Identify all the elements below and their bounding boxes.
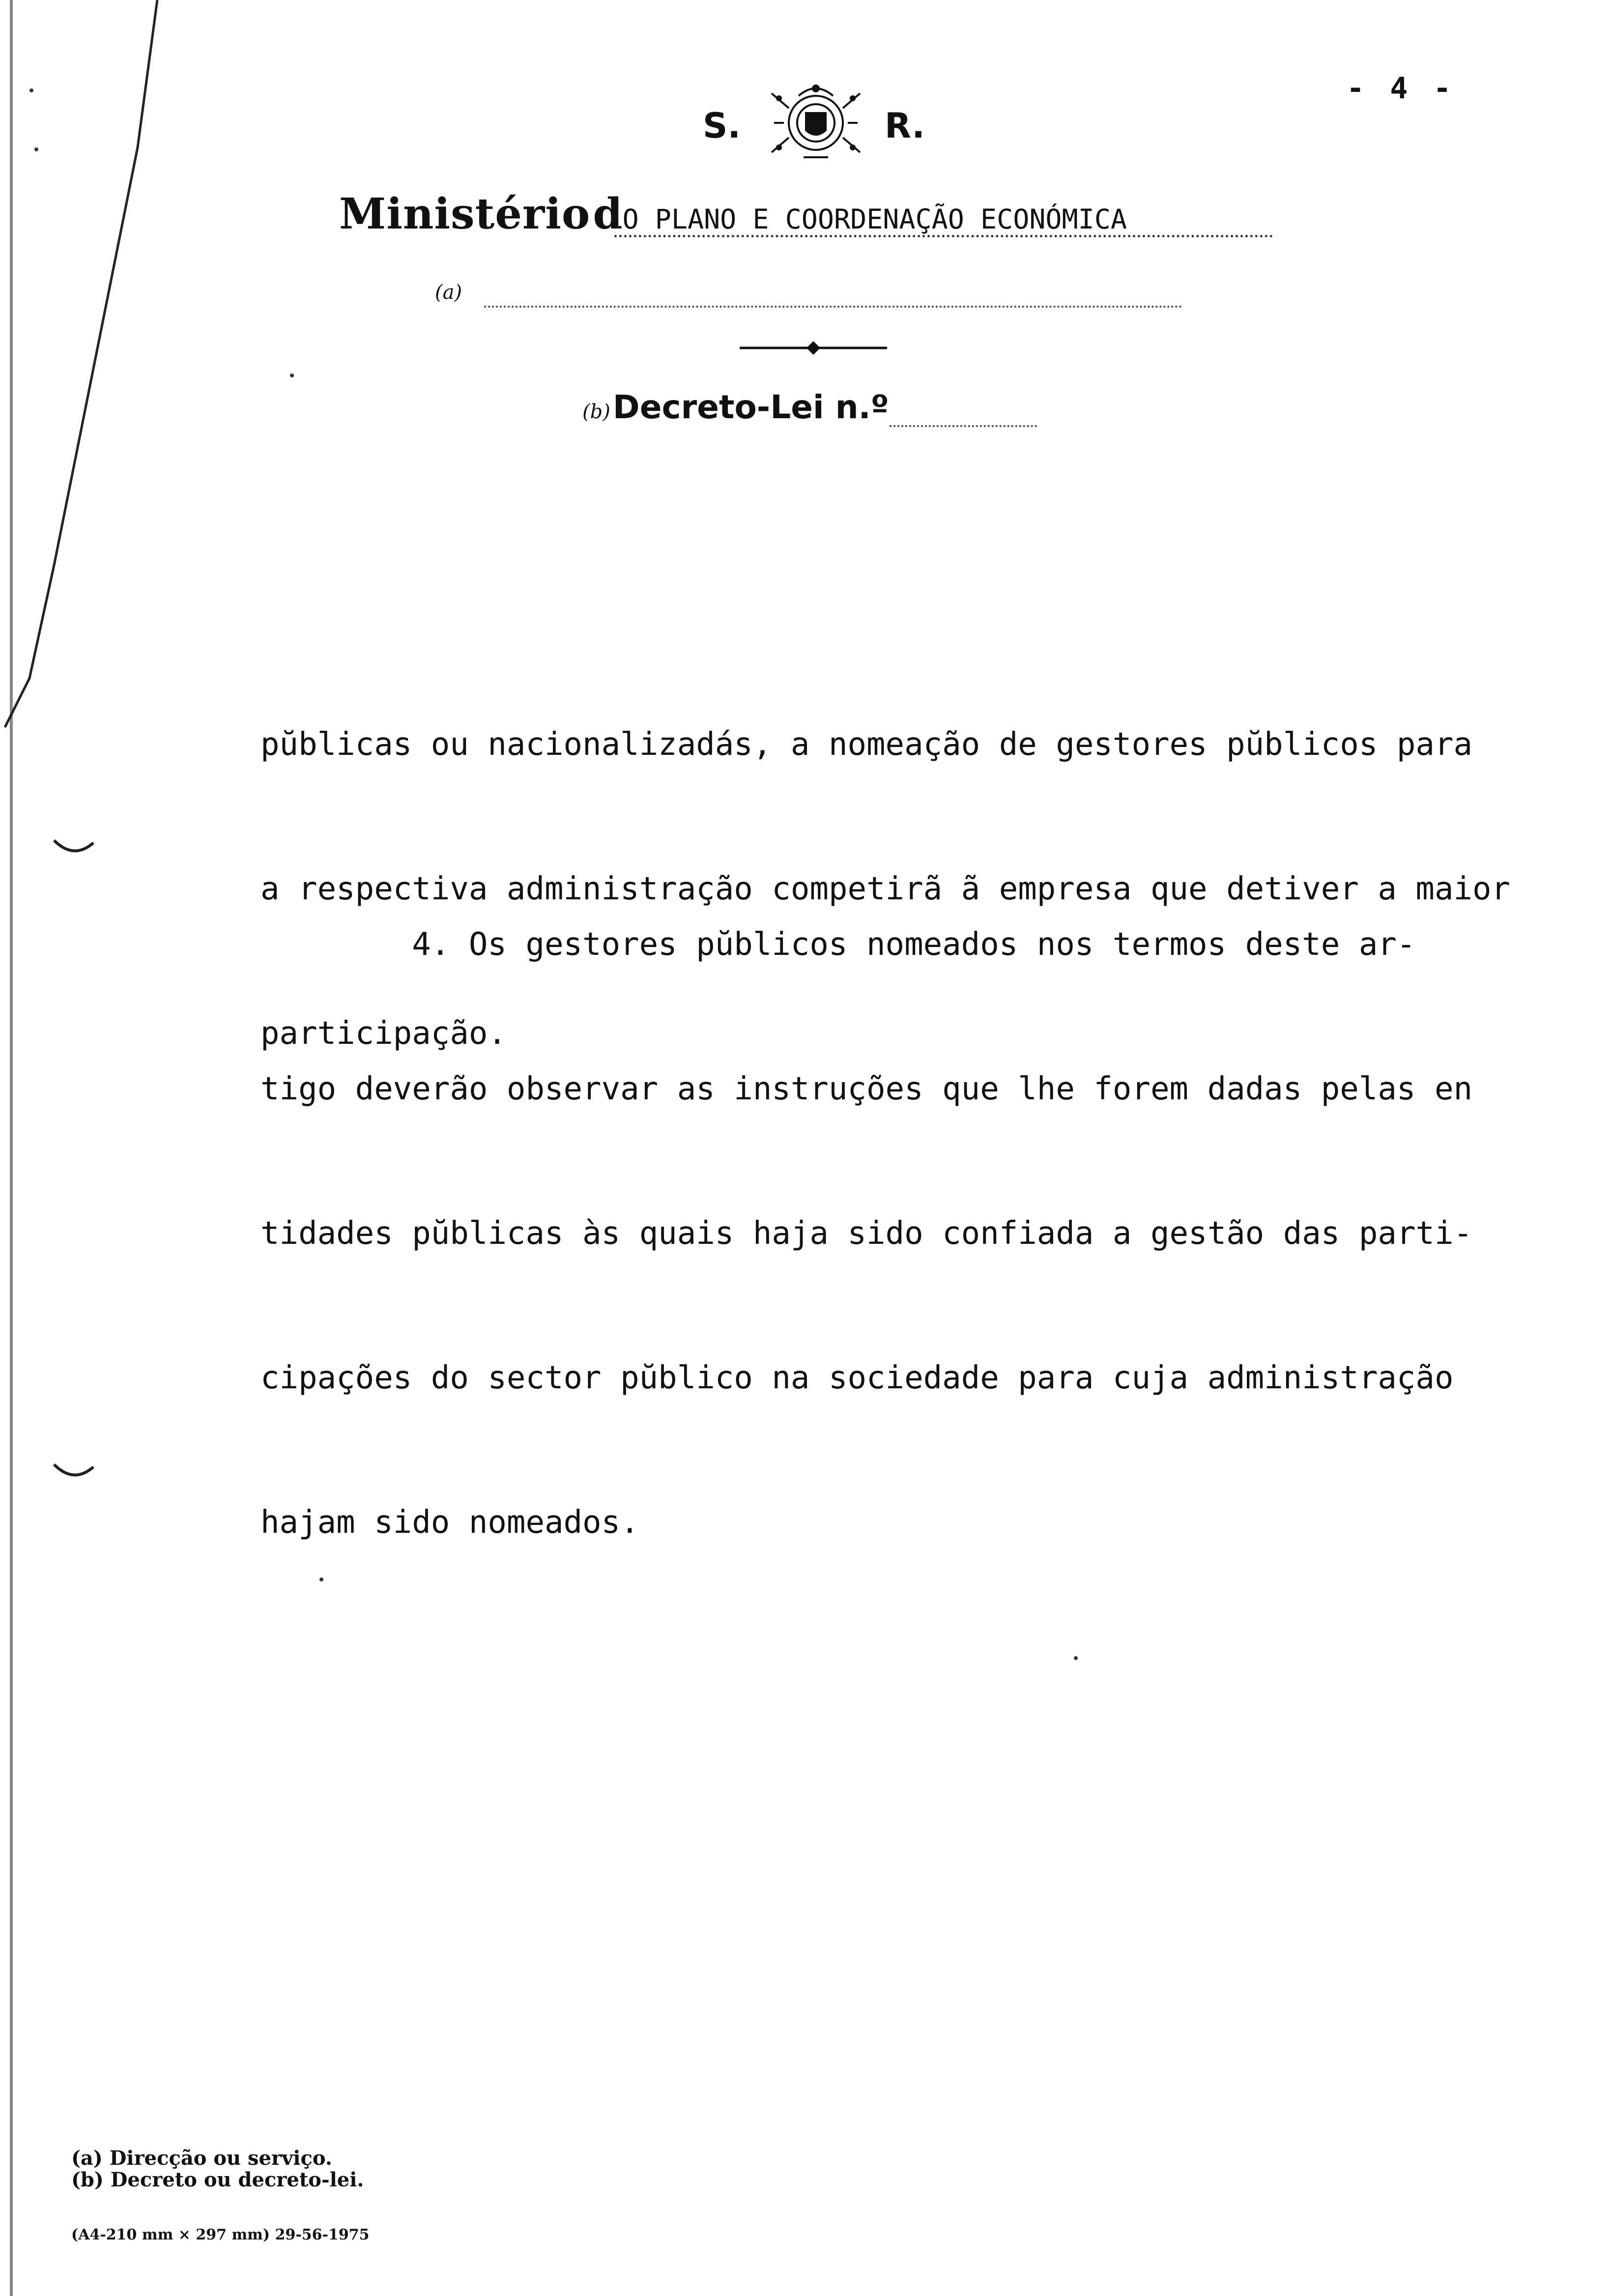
coat-of-arms-icon xyxy=(764,79,867,165)
text-line: hajam sido nomeados. xyxy=(260,1504,639,1541)
text-line: a respectiva administração competirã ã empresa que detiver a maior xyxy=(260,871,1511,907)
text-line: tigo deverão observar as instruções que lhe forem dadas pelas en xyxy=(260,1071,1472,1107)
ministry-heading xyxy=(339,189,1273,243)
paragraph-2 xyxy=(260,824,1587,1595)
state-initial-r: R. xyxy=(885,106,925,146)
decree-heading xyxy=(582,388,889,426)
ministry-fill-line xyxy=(614,235,1273,237)
binder-hole-mark xyxy=(52,838,96,858)
decree-number-line xyxy=(890,425,1037,427)
scan-speck xyxy=(1074,1656,1078,1660)
binder-hole-mark xyxy=(52,1462,96,1482)
scan-speck xyxy=(34,147,38,151)
text-line: participação. xyxy=(260,1015,507,1052)
ministry-connector: d xyxy=(593,189,623,239)
decree-label: Decreto-Lei n.º xyxy=(612,388,889,426)
text-line: cipações do sector pŭblico na sociedade para cuja administração xyxy=(260,1360,1454,1396)
page-number: - 4 - xyxy=(1347,71,1455,106)
footnotes xyxy=(71,2148,364,2191)
state-initial-s: S. xyxy=(703,106,741,146)
divider-ornament-icon xyxy=(740,339,887,357)
direction-field-line xyxy=(484,306,1182,308)
text-line: tidades pŭblicas às quais haja sido confiada a gestão das parti- xyxy=(260,1215,1472,1252)
ministry-name: O PLANO E COORDENAÇÃO ECONÓMICA xyxy=(622,203,1127,235)
scan-speck xyxy=(290,373,294,377)
footnote-a: (a) Direcção ou serviço. xyxy=(71,2147,332,2170)
form-format-code: (A4-210 mm × 297 mm) 29-56-1975 xyxy=(71,2226,370,2243)
footnote-b: (b) Decreto ou decreto-lei. xyxy=(71,2168,364,2191)
ministry-prefix: Ministério xyxy=(339,189,591,239)
scan-speck xyxy=(29,88,33,92)
scan-speck xyxy=(319,1578,323,1581)
direction-field-label: (a) xyxy=(435,281,462,304)
scan-margin-line xyxy=(0,0,167,737)
text-line: pŭblicas ou nacionalizadás, a nomeação de gestores pŭblicos para xyxy=(260,726,1472,763)
text-line: 4. Os gestores pŭblicos nomeados nos termos deste ar- xyxy=(260,926,1416,963)
decree-note-marker: (b) xyxy=(582,401,610,423)
